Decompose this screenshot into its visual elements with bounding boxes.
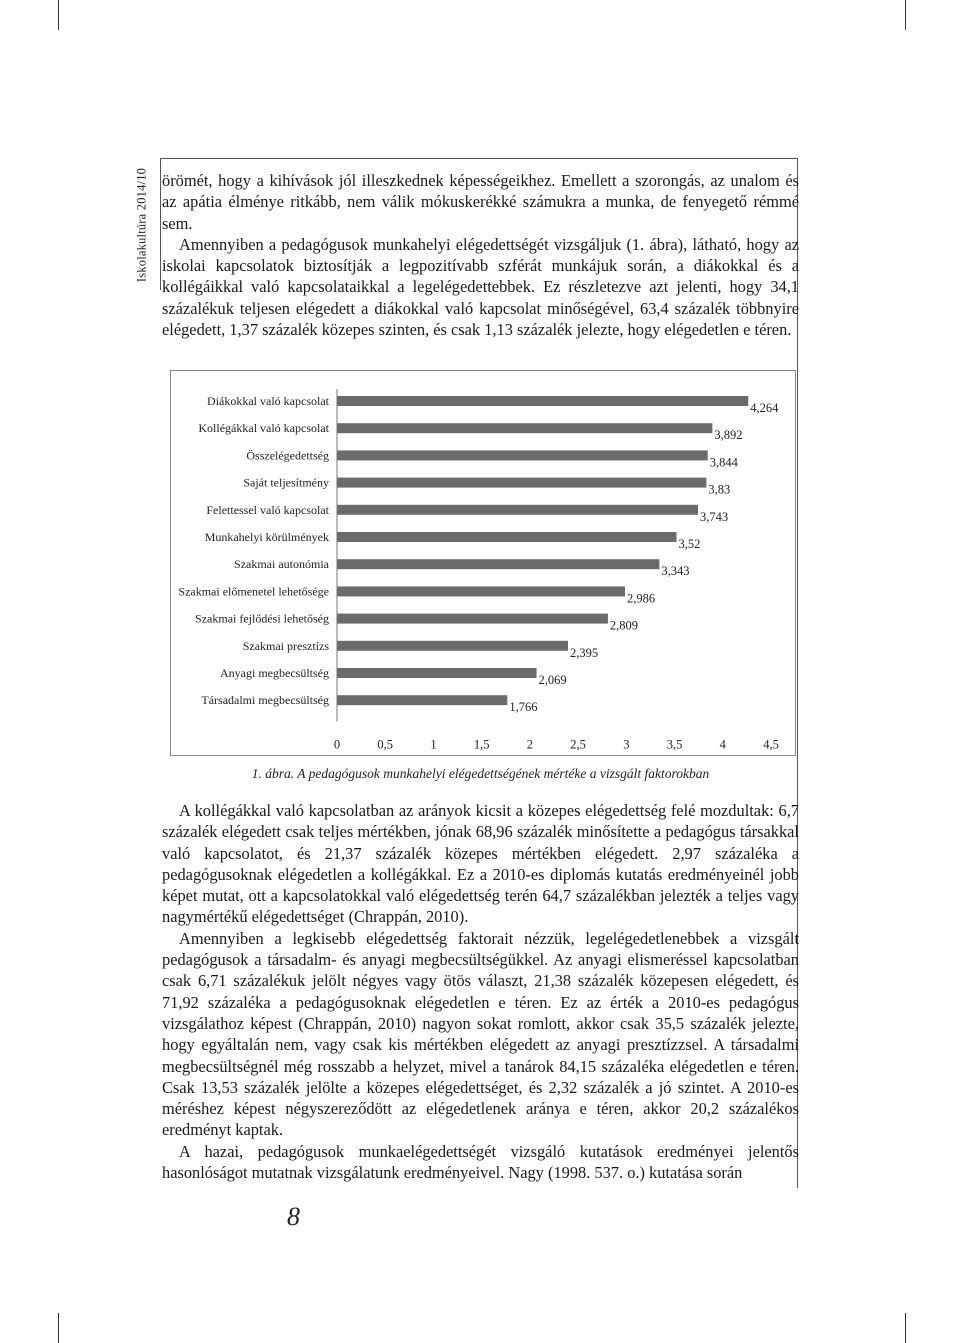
x-tick-label: 3: [623, 737, 630, 752]
x-tick-label: 2,5: [570, 737, 586, 752]
top-text-block: [162, 170, 799, 340]
bar: [337, 505, 698, 515]
bar: [337, 668, 537, 678]
bottom-text-block: [162, 800, 799, 1183]
figure-1-chart: [170, 370, 796, 756]
category-label: Kollégákkal való kapcsolat: [198, 421, 329, 436]
bar-chart-svg: [171, 371, 795, 755]
category-label: Szakmai előmenetel lehetősége: [178, 584, 329, 599]
bar: [337, 641, 568, 651]
x-tick-label: 0,5: [377, 737, 394, 752]
category-label: Anyagi megbecsültség: [220, 666, 329, 680]
x-tick-label: 2: [526, 737, 534, 752]
crop-mark-bottom-left: [58, 1313, 59, 1343]
value-label: 2,809: [609, 618, 639, 633]
x-tick-label: 1,5: [473, 737, 490, 752]
category-label: Diákokkal való kapcsolat: [207, 394, 329, 408]
page-number: 8: [287, 1202, 300, 1231]
value-label: 3,83: [708, 482, 731, 497]
category-label: Szakmai fejlődési lehetőség: [195, 611, 329, 626]
value-label: 4,264: [750, 401, 779, 415]
value-label: 2,395: [569, 645, 599, 660]
figure-caption-text: A pedagógusok munkahelyi elégedettségének mértéke a vizsgált faktorokban: [297, 766, 710, 781]
bar: [337, 614, 608, 624]
value-label: 3,892: [714, 428, 743, 443]
x-tick-label: 4,5: [763, 737, 779, 752]
category-label: Társadalmi megbecsültség: [201, 693, 329, 708]
top-paragraph-1: örömét, hogy a kihívások jól illeszkednek képességeikhez. Emellett a szorongás, az unalom és az apátia élménye ritkább, nem válik mókuskerékké számukra a munka, de fenyegető rémmé sem.: [162, 171, 799, 233]
bottom-paragraph-1: A kollégákkal való kapcsolatban az arányok kicsit a közepes elégedettség felé mozdultak: 6,7 százalék elégedett csak teljes mértékben, jónak 68,96 százalék minősítette a pedagógus társakkal való kapcsolatot, és 21,37 százalék közepes mértékben elégedett. 2,97 százaléka a pedagógusoknak elégedetlen a kollégákkal. Ez a 2010-es diplomás kutatás eredményeinél jobb képet mutat, ott a kapcsolatokkal való elégedettség terén 64,7 százalékban jelezték a teljes vagy nagymértékű elégedettséget (Chrappán, 2010).: [162, 801, 799, 927]
bar: [337, 396, 748, 406]
journal-side-label-text: Iskolakultúra 2014/10: [134, 167, 149, 283]
bottom-paragraph-2: Amennyiben a legkisebb elégedettség faktorait nézzük, legelégedetlenebbek a vizsgált pedagógusok a társadalm- és anyagi megbecsültségükkel. Az anyagi elismeréssel kapcsolatban csak 6,71 százalékuk jelölt négyes vagy ötös választ, 21,38 százalék közepesen elégedett, és 71,92 százaléka a pedagógusoknak elégedetlen e téren. Ez az érték a 2010-es pedagógus vizsgálathoz képest (Chrappán, 2010) nagyon sokat romlott, akkor csak 35,5 százalék jelezte, hogy egyáltalán nem, vagy csak kis mértékben elégedett az anyagi presztízzsel. A társadalmi megbecsültségnél még rosszabb a helyzet, mivel a tanárok 84,15 százaléka elégedetlen e téren. Csak 13,53 százalék jelölte a közepes elégedettséget, és 2,32 százalék a jó szintet. A 2010-es méréshez képest négyszereződött az elégedetlenek aránya e téren, akkor 20,2 százalékos eredményt kaptak.: [162, 928, 799, 1140]
x-tick-label: 4: [719, 737, 726, 752]
value-label: 2,986: [626, 591, 656, 606]
bar: [337, 423, 712, 433]
figure-caption-number: 1. ábra.: [251, 766, 295, 781]
category-label: Munkahelyi körülmények: [204, 530, 329, 544]
category-label: Saját teljesítmény: [243, 475, 329, 490]
bar: [337, 559, 659, 569]
value-label: 3,52: [678, 537, 701, 551]
value-label: 1,766: [509, 700, 538, 715]
value-label: 3,743: [699, 509, 729, 524]
figure-caption: [162, 766, 799, 782]
bar: [337, 532, 676, 542]
bar: [337, 478, 706, 488]
bar: [337, 450, 708, 460]
bar: [337, 586, 625, 596]
category-label: Szakmai presztízs: [242, 638, 329, 653]
category-label: Összelégedettség: [246, 448, 329, 463]
crop-mark-top-right: [905, 0, 906, 30]
journal-side-label: [130, 160, 154, 290]
value-label: 2,069: [538, 673, 567, 687]
value-label: 3,844: [709, 455, 738, 470]
x-tick-label: 0: [333, 737, 341, 752]
top-paragraph-2: Amennyiben a pedagógusok munkahelyi elégedettségét vizsgáljuk (1. ábra), látható, hogy az iskolai kapcsolatok biztosítják a legpozitívabb szférát munkájuk során, a diákokkal és a kollégáikkal való kapcsolataikkal a legelégedettebbek. Ez részletezve azt jelenti, hogy 34,1 százalékuk teljesen elégedett a diákokkal való kapcsolat minőségével, 63,4 százalék többnyire elégedett, 1,37 százalék közepes szinten, és csak 1,13 százalék jelezte, hogy elégedetlen e téren.: [162, 234, 799, 340]
category-label: Szakmai autonómia: [234, 557, 329, 572]
crop-mark-bottom-right: [905, 1313, 906, 1343]
crop-mark-top-left: [58, 0, 59, 30]
category-label: Felettessel való kapcsolat: [206, 502, 329, 517]
value-label: 3,343: [661, 564, 690, 579]
x-tick-label: 3,5: [666, 737, 683, 752]
left-margin-rule: [160, 158, 161, 290]
x-tick-label: 1: [430, 737, 437, 752]
bottom-paragraph-3: A hazai, pedagógusok munkaelégedettségét vizsgáló kutatások eredményei jelentős hasonlóságot mutatnak vizsgálatunk eredményeivel. Nagy (1998. 537. o.) kutatása során: [162, 1141, 799, 1183]
bar: [337, 695, 507, 705]
header-rule: [160, 158, 798, 159]
